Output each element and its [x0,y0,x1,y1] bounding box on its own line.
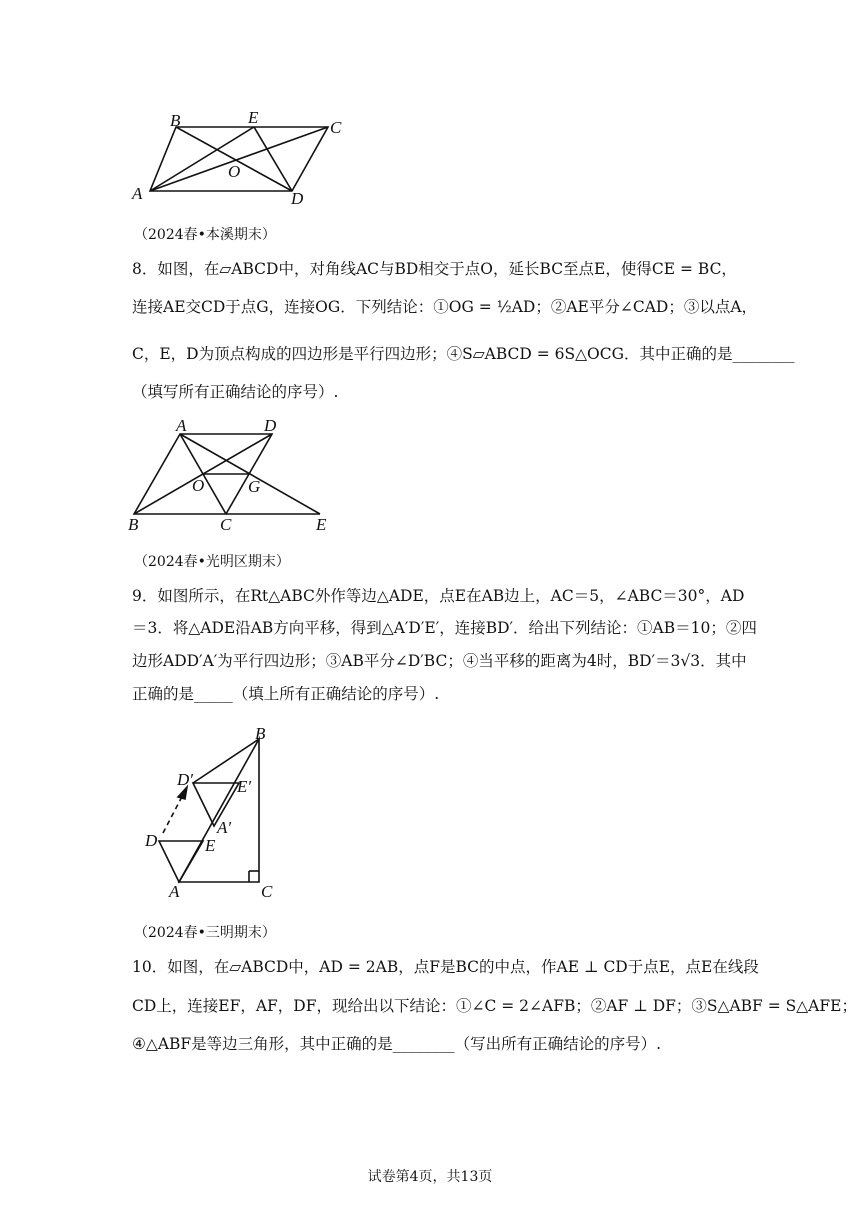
q10-line-3: ④△ABF是等边三角形，其中正确的是________（写出所有正确结论的序号）. [132,1035,662,1053]
triangle-ade [159,841,203,882]
label-c: C [220,515,232,534]
label-a: A [132,184,143,203]
page-footer: 试卷第4页，共13页 [367,1169,493,1185]
q8-line-3: C，E，D为顶点构成的四边形是平行四边形；④S▱ABCD = 6S△OCG．其中正确的是________ [132,345,795,363]
q8-line-2: 连接AE交CD于点G，连接OG．下列结论：①OG = ½AD；②AE平分∠CAD；③以点A， [132,298,758,316]
figure-parallelogram-abcd-1 [120,105,360,215]
label-d: D [291,189,304,208]
label-d-prime: D′ [177,770,193,789]
q10-line-2: CD上，连接EF，AF，DF，现给出以下结论：①∠C = 2∠AFB；②AF ⊥ DF；③S△ABF = S△AFE； [132,997,857,1015]
label-a-prime: A′ [217,818,232,837]
label-b: B [128,515,139,534]
label-e: E [316,515,327,534]
label-a: A [176,416,187,435]
q9-line-3: 边形ADD′A′为平行四边形；③AB平分∠D′BC；④当平移的距离为4时，BD′＝3√3．其中 [132,652,747,670]
label-e: E [248,108,259,127]
q9-line-2: ＝3．将△ADE沿AB方向平移，得到△A′D′E′，连接BD′．给出下列结论：①AB＝10；②四 [132,619,757,637]
q10-line-1: 10．如图，在▱ABCD中，AD = 2AB，点F是BC的中点，作AE ⊥ CD于点E，点E在线段 [132,958,759,976]
diagonal-bd [176,127,292,191]
label-d: D [145,831,158,850]
source-label-q8: （2024春•本溪期末） [134,227,276,243]
label-d: D [264,416,277,435]
source-label-q10: （2024春•三明期末） [134,925,276,941]
q9-line-4: 正确的是_____（填上所有正确结论的序号）. [132,685,440,703]
label-g: G [248,477,261,496]
figure-parallelogram-abcd-2 [120,412,350,537]
figure-translation-triangle [135,725,295,905]
label-o: O [192,476,205,495]
label-c: C [261,882,273,901]
label-e-prime: E′ [237,777,252,796]
label-b: B [255,724,266,743]
q8-line-1: 8．如图，在▱ABCD中，对角线AC与BD相交于点O，延长BC至点E，使得CE = BC， [132,260,737,278]
triangle-a1d1e1 [193,783,239,826]
source-label-q9: （2024春•光明区期末） [134,554,290,570]
label-o: O [228,162,241,181]
q9-line-1: 9．如图所示，在Rt△ABC外作等边△ADE，点E在AB边上，AC＝5，∠ABC＝30°，AD [132,587,745,605]
label-e: E [205,836,216,855]
label-c: C [330,118,342,137]
label-b: B [170,111,181,130]
q8-line-4: （填写所有正确结论的序号）. [132,383,339,401]
label-a: A [169,882,180,901]
